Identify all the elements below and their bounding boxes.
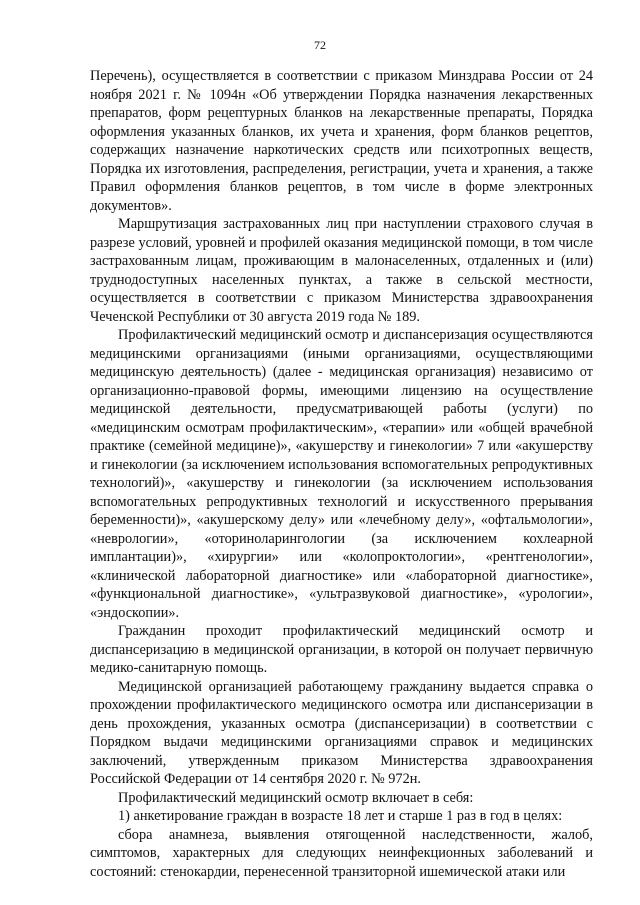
page-number: 72 <box>314 38 326 52</box>
paragraph-routing: Маршрутизация застрахованных лиц при наступлении страхового случая в разрезе условий, уровней и профилей оказания медицинской помощи, в том числе застрахованным лицам, проживающим в малонаселенных, отдаленных и (или) труднодоступных населенных пунктах, а также в сельской местности, осуществляется в соответствии с приказом Министерства здравоохранения Чеченской Республики от 30 августа 2019 года № 189. <box>90 216 593 325</box>
paragraph-item-1-questionnaire: 1) анкетирование граждан в возрасте 18 лет и старше 1 раз в год в целях: <box>118 808 563 824</box>
paragraph-certificate-issuance: Медицинской организацией работающему гражданину выдается справка о прохождении профилактического медицинского осмотра или диспансеризации в день прохождения, указанных осмотра (диспансеризации) в соответствии с Порядком выдачи медицинскими организациями справок и медицинских заключений, утвержденным приказом Министерства здравоохранения Российской Федерации от 14 сентября 2020 г. № 972н. <box>90 678 593 787</box>
paragraph-preventive-exam-licensing: Профилактический медицинский осмотр и диспансеризация осуществляются медицинскими организациями (иными организациями, осуществляющими медицинскую деятельность) (далее - медицинская организация) независимо от организационно-правовой формы, имеющими лицензию на осуществление медицинской деятельности, предусматривающей работы (услуги) по «медицинским осмотрам профилактическим», «терапии» или «общей врачебной практике (семейной медицине)», «акушерству и гинекологии» 7 или «акушерству и гинекологии (за исключением использования вспомогательных репродуктивных технологий)», «акушерству и гинекологии (за исключением использования вспомогательных репродуктивных технологий и искусственного прерывания беременности)», «акушерскому делу» или «лечебному делу», «офтальмологии», «неврологии», «оториноларингологии (за исключением кохлеарной имплантации)», «хирургии» или «колопроктологии», «рентгенологии», «клинической лабораторной диагностике» или «лабораторной диагностике», «функциональной диагностике», «ультразвуковой диагностике», «урологии», «эндоскопии». <box>90 327 593 621</box>
paragraph-citizen-exam-location: Гражданин проходит профилактический медицинский осмотр и диспансеризацию в медицинской организации, в которой он получает первичную медико-санитарную помощь. <box>90 623 593 676</box>
paragraph-continuation-order-1094n: Перечень), осуществляется в соответствии с приказом Минздрава России от 24 ноября 2021 г. № 1094н «Об утверждении Порядка назначения лекарственных препаратов, форм рецептурных бланков на лекарственные препараты, Порядка оформления указанных бланков, их учета и хранения, форм бланков рецептов, содержащих назначение наркотических средств или психотропных веществ, Порядка их изготовления, распределения, регистрации, учета и хранения, а также Правил оформления бланков рецептов, в том числе в форме электронных документов». <box>90 68 593 214</box>
paragraph-anamnesis-collection: сбора анамнеза, выявления отягощенной наследственности, жалоб, симптомов, характерных для следующих неинфекционных заболеваний и состояний: стенокардии, перенесенной транзиторной ишемической атаки или <box>90 826 593 880</box>
paragraph-exam-includes: Профилактический медицинский осмотр включает в себя: <box>118 789 474 806</box>
document-body <box>90 67 593 881</box>
